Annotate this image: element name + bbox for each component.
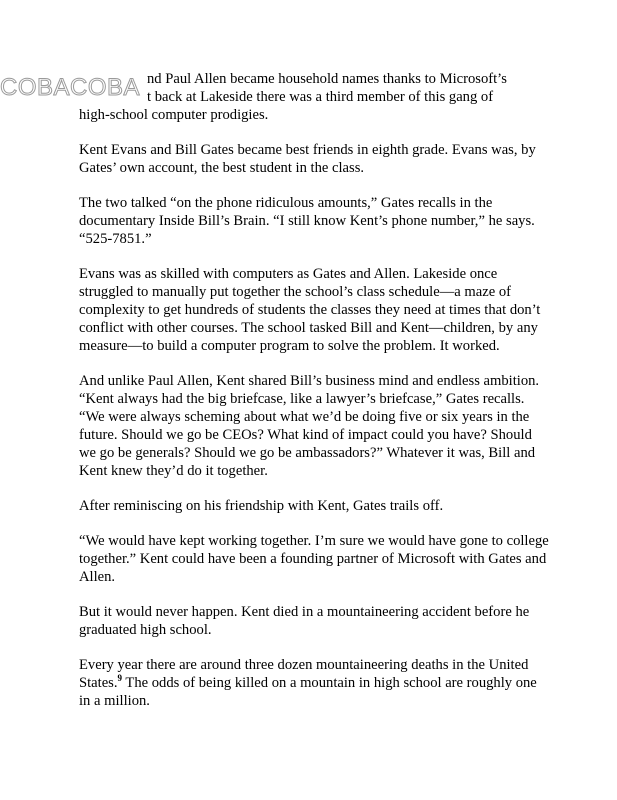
paragraph-9-text-end: The odds of being killed on a mountain in high school are roughly one in a million. <box>79 675 537 709</box>
paragraph-9-text: Every year there are around three dozen mountaineering deaths in the United States. <box>79 657 529 691</box>
paragraph-5: And unlike Paul Allen, Kent shared Bill’s business mind and endless ambition. “Kent always had the big briefcase, like a lawyer’s briefcase,” Gates recalls. “We were always scheming about what we’d be doing five or six years in the future. Should we go be CEOs? What kind of impact could you have? Should we go be generals? Should we go be ambassadors?” Whatever it was, Bill and Kent knew they’d do it together. <box>79 373 540 479</box>
paragraph-1-line-2: t back at Lakeside there was a third member of this gang of <box>147 89 494 105</box>
paragraph-1-line-1: nd Paul Allen became household names thanks to Microsoft’s <box>147 71 507 87</box>
footnote-marker[interactable]: 9 <box>117 673 123 684</box>
watermark-logo: COBACOBA <box>0 74 141 101</box>
paragraph-1-line-3: high-school computer prodigies. <box>79 107 269 123</box>
paragraph-9 <box>79 656 549 710</box>
paragraph-4: Evans was as skilled with computers as Gates and Allen. Lakeside once struggled to manually put together the school’s class schedule—a maze of complexity to get hundreds of students the classes they need at times that don’t conflict with other courses. The school tasked Bill and Kent—children, by any measure—to build a computer program to solve the problem. It worked. <box>79 266 541 354</box>
document-page <box>79 70 549 727</box>
paragraph-3: The two talked “on the phone ridiculous amounts,” Gates recalls in the documentary Inside Bill’s Brain. “I still know Kent’s phone number,” he says. “525-7851.” <box>79 195 535 247</box>
paragraph-1 <box>79 70 549 124</box>
paragraph-6: After reminiscing on his friendship with Kent, Gates trails off. <box>79 498 444 514</box>
paragraph-8: But it would never happen. Kent died in a mountaineering accident before he graduated high school. <box>79 604 530 638</box>
paragraph-7: “We would have kept working together. I’m sure we would have gone to college together.” Kent could have been a founding partner of Microsoft with Gates and Allen. <box>79 533 549 585</box>
paragraph-2: Kent Evans and Bill Gates became best friends in eighth grade. Evans was, by Gates’ own account, the best student in the class. <box>79 142 536 176</box>
